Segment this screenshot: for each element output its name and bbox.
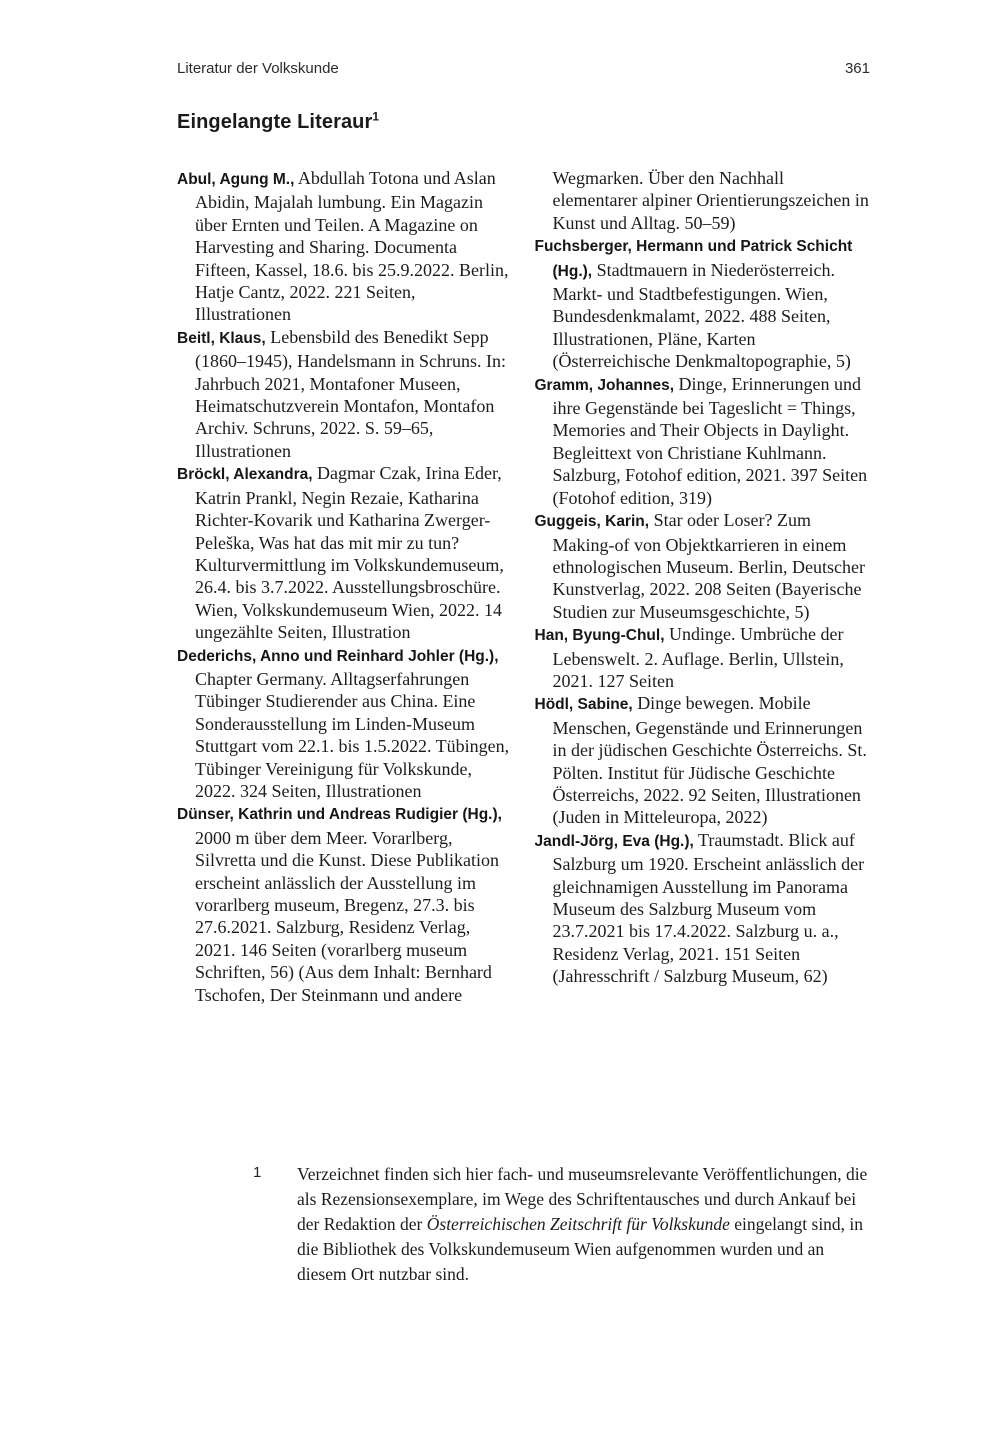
bib-entry-text: Dagmar Czak, Irina Eder, Katrin Prankl, Negin Rezaie, Katharina Richter-Kovarik und Katharina Zwerger-Peleška, Was hat das mit mir zu tun? Kulturvermittlung im Volkskundemuseum, 26.4. bis 3.7.2022. Ausstellungsbroschüre. Wien, Volkskundemuseum Wien, 2022. 14 ungezählte Seiten, Illustration (195, 463, 504, 643)
bib-entry-text: Wegmarken. Über den Nachhall elementarer alpiner Orientierungszeichen in Kunst und Alltag. 50–59) (552, 168, 869, 233)
bib-entry-author: Beitl, Klaus, (177, 329, 266, 347)
bib-entry-text: Traumstadt. Blick auf Salzburg um 1920. Erscheint anlässlich der gleichnamigen Ausstellung im Panorama Museum des Salzburg Museum vom 23.7.2021 bis 17.4.2022. Salzburg u. a., Residenz Verlag, 2021. 151 Seiten (Jahresschrift / Salzburg Museum, 62) (552, 829, 865, 987)
document-page (177, 60, 870, 1287)
bib-entry-text: Dinge bewegen. Mobile Menschen, Gegenstände und Erinnerungen in der jüdischen Geschichte Österreichs. St. Pölten. Institut für Jüdische Geschichte Österreichs, 2022. 92 Seiten, Illustrationen (Juden in Mitteleuropa, 2022) (552, 693, 867, 828)
page-number: 361 (844, 60, 870, 77)
bib-entry-gramm (535, 373, 871, 509)
bib-entry-author: Han, Byung-Chul, (534, 627, 665, 645)
bibliography-left-column (177, 167, 513, 1069)
bib-entry-beitl (177, 326, 513, 462)
bib-entry-text: Undinge. Umbrüche der Lebenswelt. 2. Auflage. Berlin, Ullstein, 2021. 127 Seiten (552, 624, 844, 691)
bib-entry-author: Dünser, Kathrin und Andreas Rudigier (Hg.), (177, 806, 502, 824)
bib-entry-author: Gramm, Johannes, (534, 376, 675, 394)
footnote-text-before: Verzeichnet finden sich hier fach- und museumsrelevante Veröffentlichungen, die als Rezensionsexemplare, im Wege des Schriftentausches und durch Ankauf bei der Redaktion der (297, 1164, 868, 1234)
footnote-journal-title: Österreichischen Zeitschrift für Volkskunde (426, 1214, 730, 1234)
bib-entry-author: Jandl-Jörg, Eva (Hg.), (534, 832, 694, 850)
bib-entry-jandl-joerg (535, 829, 871, 988)
footnote (253, 1162, 870, 1287)
bib-entry-text: Abdullah Totona und Aslan Abidin, Majalah lumbung. Ein Magazin über Ernten und Teilen. A Magazine on Harvesting and Sharing. Documenta Fifteen, Kassel, 18.6. bis 25.9.2022. Berlin, Hatje Cantz, 2022. 221 Seiten, Illustrationen (195, 168, 509, 325)
bib-entry-duenser (177, 802, 513, 1006)
footnote-number: 1 (253, 1164, 262, 1181)
bib-entry-author: Fuchsberger, Hermann und Patrick Schicht (Hg.), (534, 238, 853, 280)
bib-entry-author: Hödl, Sabine, (534, 696, 633, 714)
bib-entry-broeckl (177, 462, 513, 643)
bib-entry-abul (177, 167, 513, 326)
bib-entry-text: Dinge, Erinnerungen und ihre Gegenstände bei Tageslicht = Things, Memories and Their Objects in Daylight. Begleittext von Christiane Kuhlmann. Salzburg, Fotohof edition, 2021. 397 Seiten (Fotohof edition, 319) (552, 373, 868, 508)
bib-entry-author: Bröckl, Alexandra, (177, 466, 313, 484)
bib-entry-text: 2000 m über dem Meer. Vorarlberg, Silvretta und die Kunst. Diese Publikation erscheint anlässlich der Ausstellung im vorarlberg museum, Bregenz, 27.3. bis 27.6.2021. Salzburg, Residenz Verlag, 2021. 146 Seiten (vorarlberg museum Schriften, 56) (Aus dem Inhalt: Bernhard Tschofen, Der Steinmann und andere (195, 827, 499, 1005)
bib-entry-author: Guggeis, Karin, (534, 513, 650, 531)
bib-entry-fuchsberger (535, 234, 871, 372)
bibliography-columns (177, 167, 870, 1069)
bib-entry-dederichs (177, 644, 513, 803)
bib-entry-hoedl (535, 692, 871, 828)
bib-entry-text: Stadtmauern in Niederösterreich. Markt- und Stadtbefestigungen. Wien, Bundesdenkmalamt, 2022. 488 Seiten, Illustrationen, Pläne, Karten (Österreichische Denkmaltopographie, 5) (552, 259, 851, 372)
bib-entry-text: Chapter Germany. Alltagserfahrungen Tübinger Studierender aus China. Eine Sonderausstellung im Linden-Museum Stuttgart vom 22.1. bis 1.5.2022. Tübingen, Tübinger Vereinigung für Volkskunde, 2022. 324 Seiten, Illustrationen (195, 668, 510, 801)
footnote-text (297, 1162, 870, 1287)
running-header (177, 60, 870, 77)
page-title: Eingelangte Literaur$^1$ (177, 109, 380, 133)
bib-entry-text: Star oder Loser? Zum Making-of von Objektkarrieren in einem ethnologischen Museum. Berlin, Deutscher Kunstverlag, 2022. 208 Seiten (Bayerische Studien zur Museumsgeschichte, 5) (552, 510, 865, 622)
footnote-text-after: eingelangt sind, in die Bibliothek des Volkskundemuseum Wien aufgenommen wurden und an diesem Ort nutzbar sind. (297, 1214, 864, 1284)
running-header-title: Literatur der Volkskunde (177, 60, 339, 77)
bib-entry-guggeis (535, 509, 871, 623)
bibliography-right-column (535, 167, 871, 1069)
bib-entry-author: Abul, Agung M., (177, 171, 295, 188)
footnote-marker: 1 (372, 109, 380, 124)
bib-entry-text: Lebensbild des Benedikt Sepp (1860–1945), Handelsmann in Schruns. In: Jahrbuch 2021, Montafoner Museen, Heimatschutzverein Montafon, Montafon Archiv. Schruns, 2022. S. 59–65, Illustrationen (195, 326, 506, 461)
bib-entry-duenser-continuation (535, 167, 871, 234)
bib-entry-han (535, 623, 871, 692)
bib-entry-author: Dederichs, Anno und Reinhard Johler (Hg.), (177, 647, 499, 665)
